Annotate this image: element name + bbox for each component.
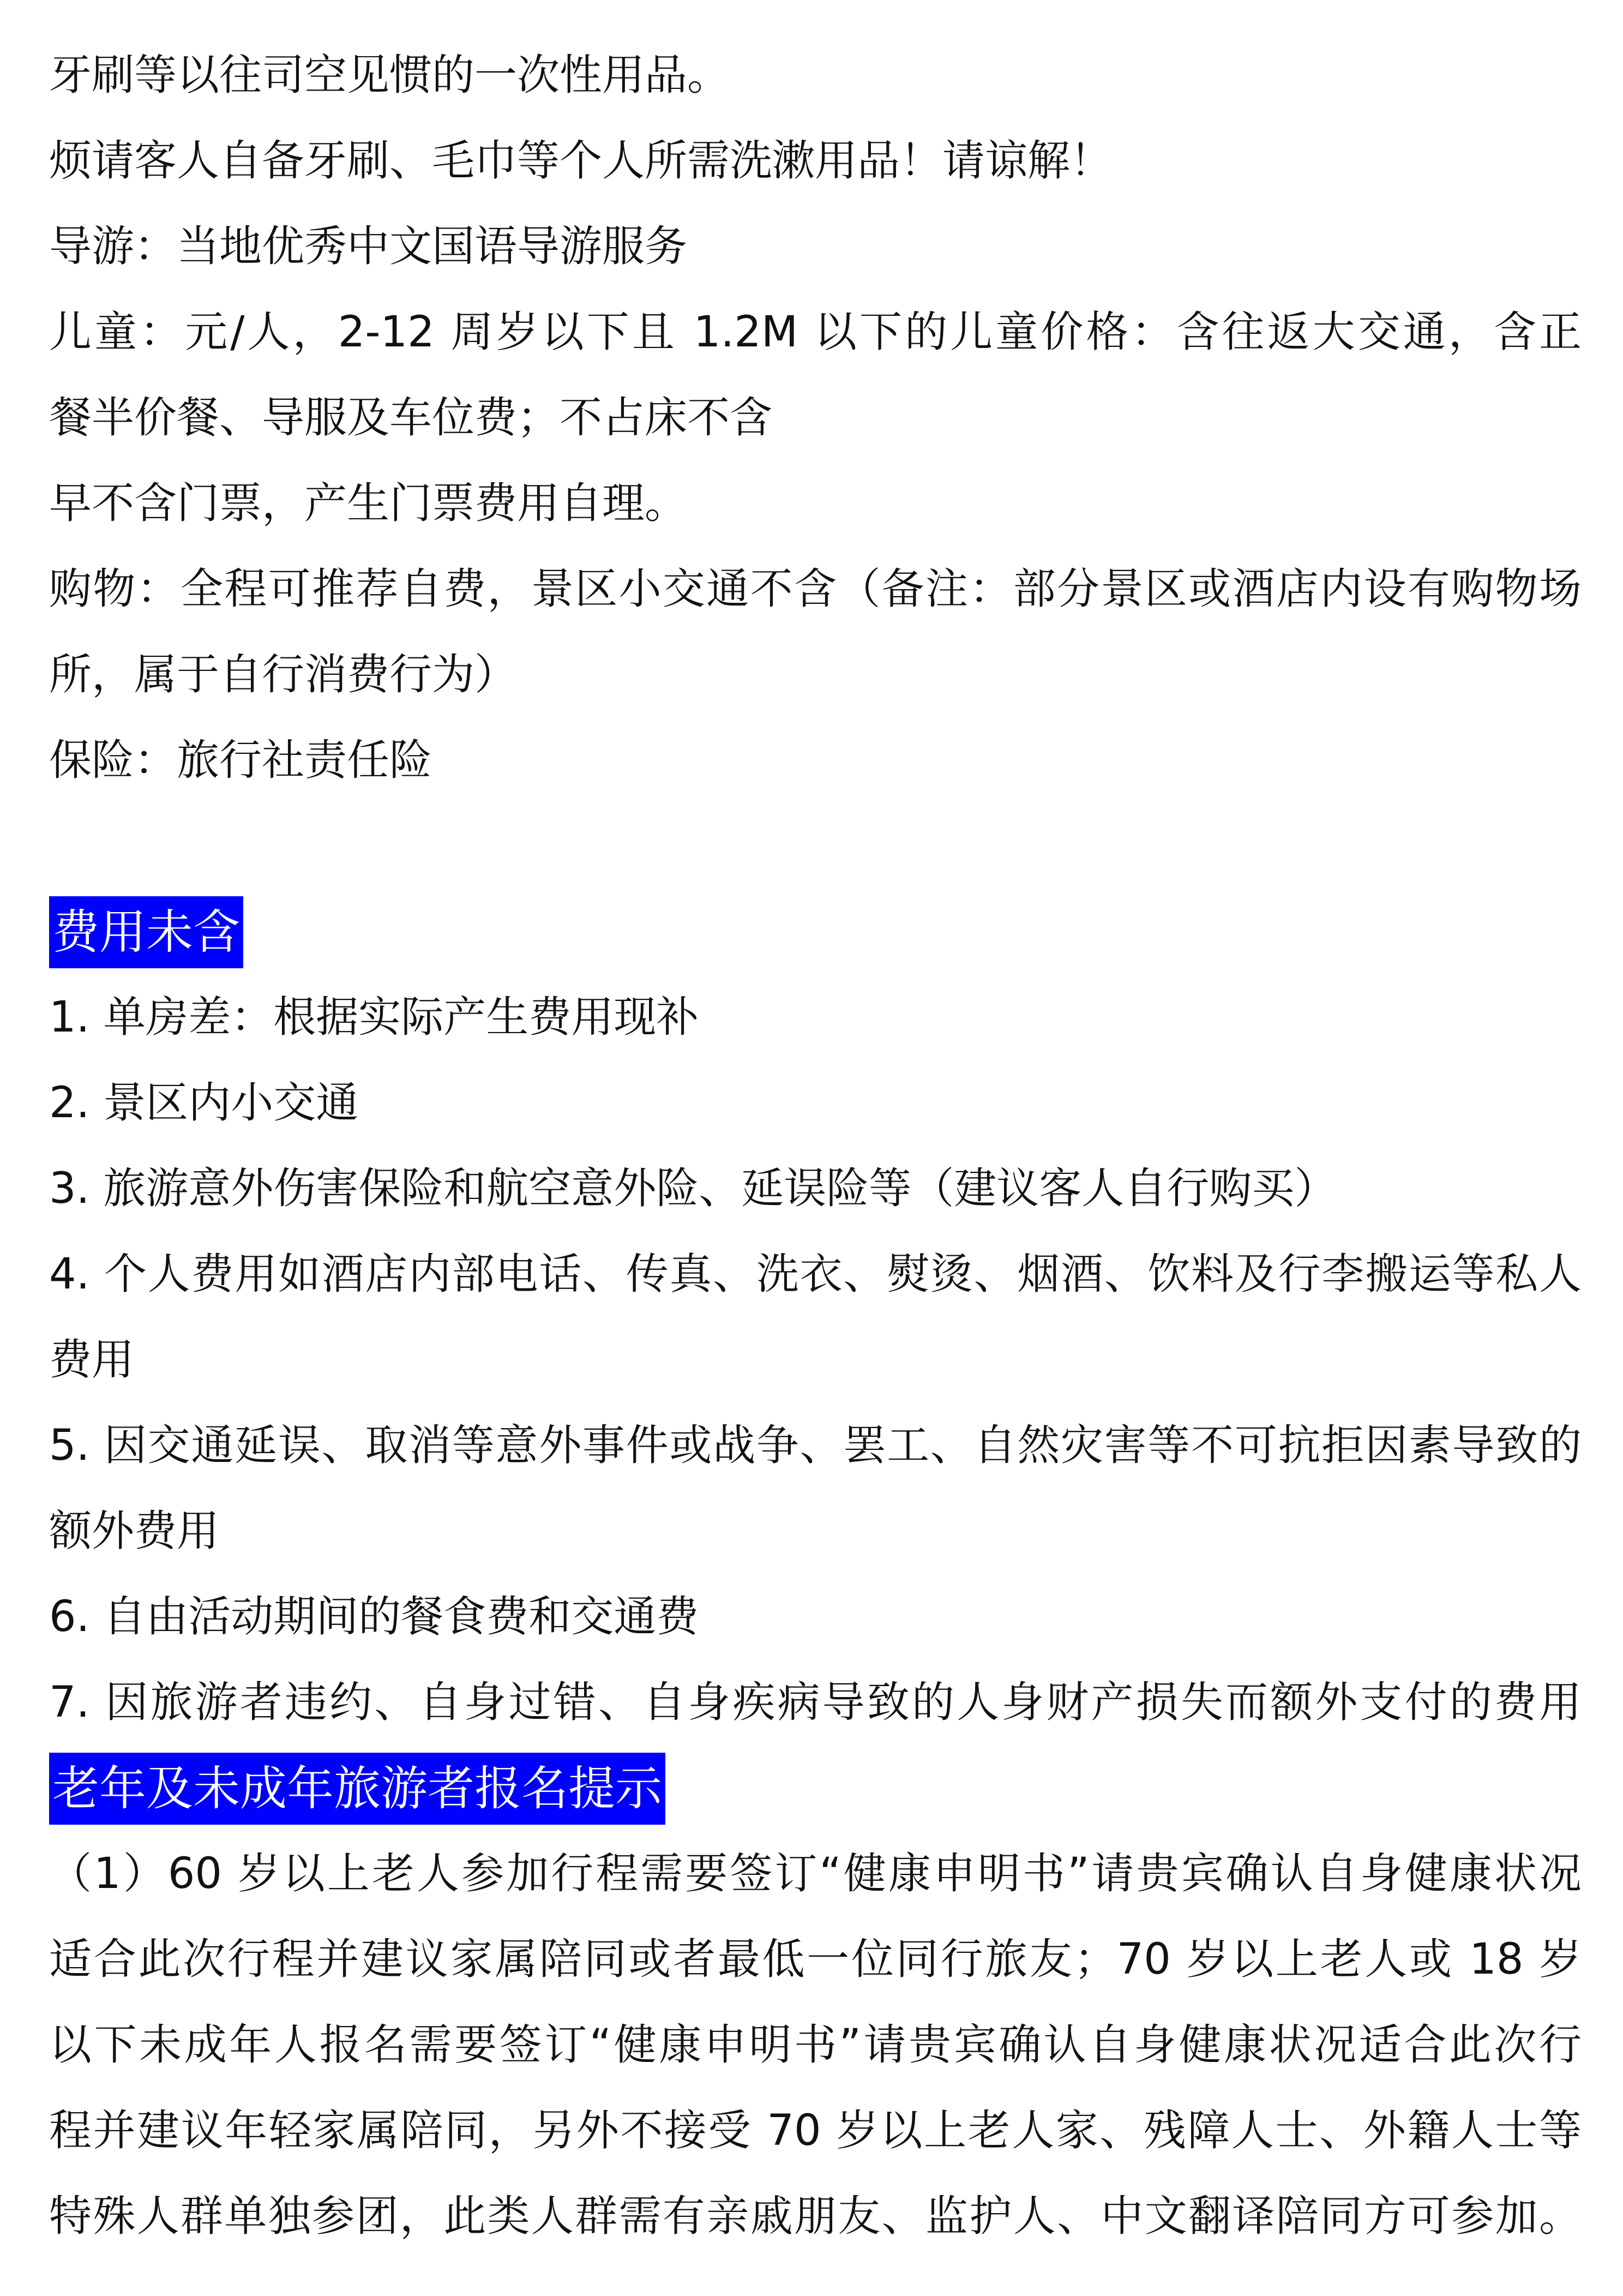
intro-line-8: 所，属于自行消费行为） xyxy=(49,650,518,699)
intro-line-7: 购物：全程可推荐自费，景区小交通不含（备注：部分景区或酒店内设有购物场 xyxy=(49,565,1582,614)
fees-item-6: 6. 自由活动期间的餐食费和交通费 xyxy=(49,1592,699,1641)
intro-line-3: 导游：当地优秀中文国语导游服务 xyxy=(49,222,688,271)
fees-item-2: 2. 景区内小交通 xyxy=(49,1078,359,1128)
document-page xyxy=(49,33,1582,2259)
fees-item-4: 4. 个人费用如酒店内部电话、传真、洗衣、熨烫、烟酒、饮料及行李搬运等私人 xyxy=(49,1250,1582,1299)
intro-line-1: 牙刷等以往司空见惯的一次性用品。 xyxy=(49,51,730,100)
intro-line-6: 早不含门票，产生门票费用自理。 xyxy=(49,479,688,528)
section-heading-fees-excluded-label: 费用未含 xyxy=(49,896,243,968)
fees-item-3: 3. 旅游意外伤害保险和航空意外险、延误险等（建议客人自行购买） xyxy=(49,1164,1337,1213)
section-heading-fees-excluded xyxy=(49,889,1582,975)
fees-item-5: 5. 因交通延误、取消等意外事件或战争、罢工、自然灾害等不可抗拒因素导致的 xyxy=(49,1421,1582,1470)
intro-line-5: 餐半价餐、导服及车位费；不占床不含 xyxy=(49,393,773,442)
fees-item-5-cont: 额外费用 xyxy=(49,1507,220,1556)
intro-line-4: 儿童：元/人，2-12 周岁以下且 1.2M 以下的儿童价格：含往返大交通，含正 xyxy=(49,308,1582,357)
section-heading-elderly-minor-notice-label: 老年及未成年旅游者报名提示 xyxy=(49,1753,665,1825)
fees-item-7: 7. 因旅游者违约、自身过错、自身疾病导致的人身财产损失而额外支付的费用 xyxy=(49,1678,1582,1727)
section-heading-elderly-minor-notice xyxy=(49,1746,1582,1831)
notice-line-5: 特殊人群单独参团，此类人群需有亲戚朋友、监护人、中文翻译陪同方可参加。 xyxy=(49,2192,1582,2241)
intro-line-2: 烦请客人自备牙刷、毛巾等个人所需洗漱用品！请谅解！ xyxy=(49,136,1113,185)
intro-line-9: 保险：旅行社责任险 xyxy=(49,736,432,785)
notice-line-3: 以下未成年人报名需要签订“健康申明书”请贵宾确认自身健康状况适合此次行 xyxy=(49,2021,1582,2070)
notice-line-1: （1）60 岁以上老人参加行程需要签订“健康申明书”请贵宾确认自身健康状况 xyxy=(49,1849,1582,1898)
blank-line xyxy=(49,804,1582,889)
fees-item-1: 1. 单房差：根据实际产生费用现补 xyxy=(49,993,699,1042)
fees-item-4-cont: 费用 xyxy=(49,1335,135,1384)
notice-line-2: 适合此次行程并建议家属陪同或者最低一位同行旅友；70 岁以上老人或 18 岁 xyxy=(49,1935,1582,1984)
notice-line-4: 程并建议年轻家属陪同，另外不接受 70 岁以上老人家、残障人士、外籍人士等 xyxy=(49,2106,1582,2155)
